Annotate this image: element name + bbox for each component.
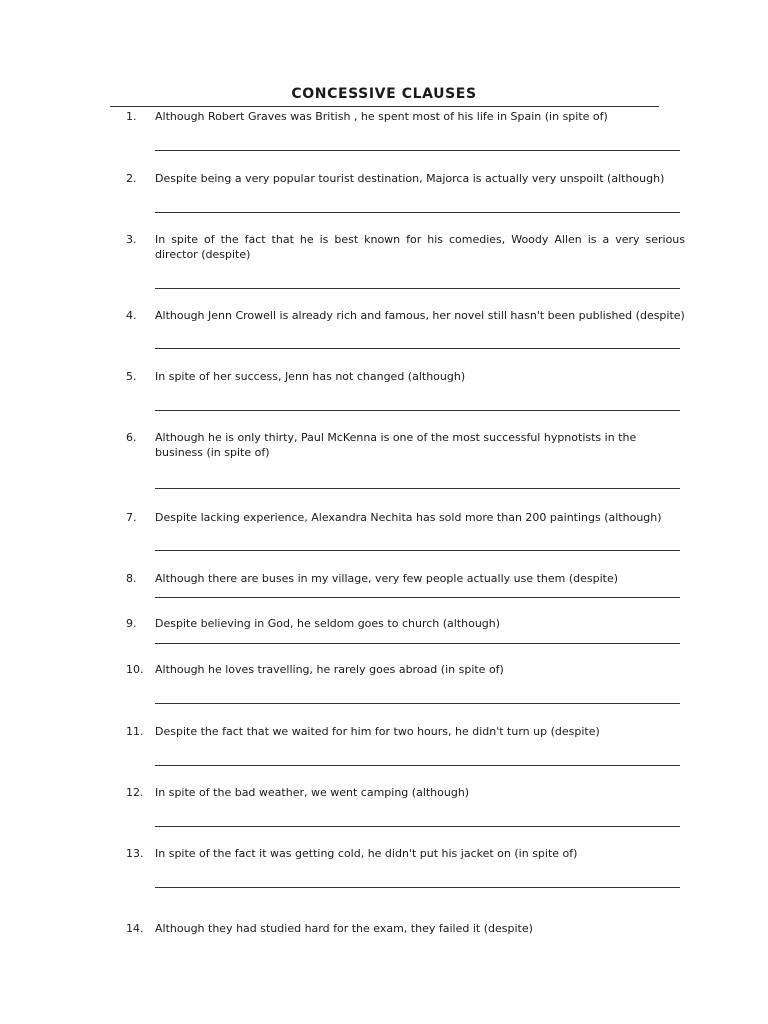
item-text: Although he is only thirty, Paul McKenna is one of the most successful hypnotists in the business (in spite of) [155,431,637,459]
item-number: 3. [126,233,137,246]
item-text: Although Robert Graves was British , he spent most of his life in Spain (in spite of) [155,110,608,123]
item-text: Despite believing in God, he seldom goes to church (although) [155,617,501,630]
answer-line[interactable] [155,410,680,411]
item-number: 7. [126,511,137,524]
item-number: 11. [126,725,144,738]
item-number: 1. [126,110,137,123]
answer-line[interactable] [155,643,680,644]
item-text: Although there are buses in my village, very few people actually use them (despite) [155,572,619,585]
page-title: CONCESSIVE CLAUSES [291,86,477,102]
item-number: 5. [126,370,137,383]
answer-line[interactable] [155,826,680,827]
title-underline [110,106,659,107]
answer-line[interactable] [155,212,680,213]
item-number: 2. [126,172,137,185]
item-text: Although he loves travelling, he rarely goes abroad (in spite of) [155,663,504,676]
item-number: 12. [126,786,144,799]
item-text: Although they had studied hard for the exam, they failed it (despite) [155,922,533,935]
item-text: Despite the fact that we waited for him for two hours, he didn't turn up (despite) [155,725,600,738]
item-text: In spite of the fact it was getting cold, he didn't put his jacket on (in spite of) [155,847,578,860]
item-text: In spite of the bad weather, we went camping (although) [155,786,470,799]
answer-line[interactable] [155,150,680,151]
item-text: Despite lacking experience, Alexandra Nechita has sold more than 200 paintings (although) [155,511,662,524]
item-number: 14. [126,922,144,935]
answer-line[interactable] [155,597,680,598]
answer-line[interactable] [155,288,680,289]
item-number: 9. [126,617,137,630]
item-number: 13. [126,847,144,860]
answer-line[interactable] [155,765,680,766]
item-number: 10. [126,663,144,676]
item-text: Despite being a very popular tourist destination, Majorca is actually very unspoilt (although) [155,172,665,185]
answer-line[interactable] [155,348,680,349]
item-number: 4. [126,309,137,322]
item-text: In spite of her success, Jenn has not changed (although) [155,370,466,383]
item-number: 6. [126,431,137,444]
item-number: 8. [126,572,137,585]
answer-line[interactable] [155,703,680,704]
answer-line[interactable] [155,488,680,489]
item-text: Although Jenn Crowell is already rich and famous, her novel still hasn't been published (despite) [155,309,685,322]
answer-line[interactable] [155,550,680,551]
answer-line[interactable] [155,887,680,888]
item-text: In spite of the fact that he is best known for his comedies, Woody Allen is a very serious director (despite) [155,233,685,261]
